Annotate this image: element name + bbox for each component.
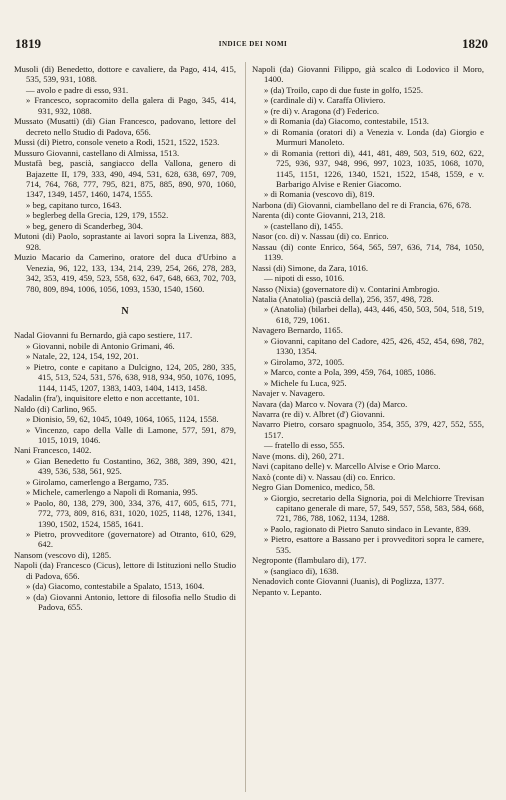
index-entry: » Giorgio, secretario della Signoria, poi di Melchiorre Trevisan capitano generale di mare, 57, 549, 557, 558, 583, 584, 668, 721, 786, 788, 1062, 1134, 1288.: [264, 492, 484, 524]
page-title: INDICE DEI NOMI: [218, 40, 288, 48]
index-entry: Muzio Macario da Camerino, oratore del duca d'Urbino a Venezia, 96, 122, 133, 134, 214, 239, 254, 266, 278, 283, 342, 353, 419, 459, 523, 558, 632, 647, 648, 663, 702, 703, 780, 809, 894, 1006, 1056, 1093, 1530, 1540, 1560.: [14, 252, 236, 294]
index-entry: » (da) Giovanni Antonio, lettore di filosofia nello Studio di Padova, 655.: [26, 591, 236, 613]
index-entry: » Marco, conte a Pola, 399, 459, 764, 1085, 1086.: [264, 367, 436, 378]
right-column: [252, 64, 484, 597]
index-entry: » Michele, camerlengo a Napoli di Romania, 995.: [26, 487, 198, 498]
index-entry: » Dionisio, 59, 62, 1045, 1049, 1064, 1065, 1124, 1558.: [26, 414, 219, 425]
index-entry: Navarra (re di) v. Albret (d') Giovanni.: [252, 408, 385, 419]
index-entry: Navi (capitano delle) v. Marcello Alvise e Orio Marco.: [252, 461, 441, 472]
index-entry: » Giovanni, nobile di Antonio Grimani, 46.: [26, 340, 175, 351]
page-header: [0, 36, 506, 54]
page-number-left: 1819: [15, 36, 41, 51]
index-entry: » (sangiaco di), 1638.: [264, 565, 339, 576]
index-entry: Mussato (Musatti) (di) Gian Francesco, padovano, lettore del decreto nello Studio di Padova, 656.: [14, 116, 236, 137]
index-entry: — nipoti di esso, 1016.: [264, 273, 345, 284]
index-entry: » Pietro, esattore a Bassano per i provveditori sopra le camere, 535.: [264, 534, 484, 555]
section-letter: N: [121, 305, 129, 317]
index-entry: » (da) Giacomo, contestabile a Spalato, 1513, 1604.: [26, 581, 205, 592]
index-entry: Mutoni (di) Paolo, soprastante ai lavori sopra la Livenza, 883, 928.: [14, 231, 236, 252]
index-entry: » beg, capitano turco, 1643.: [26, 199, 122, 210]
index-entry: » di Romania (rettori di), 441, 481, 489, 503, 519, 602, 622, 725, 936, 937, 948, 996, 997, 1023, 1035, 1068, 1070, 1145, 1151, 1226, 1340, 1521, 1522, 1548, 1559, e v. Barbarigo Alvise e Renier Giacomo.: [264, 147, 484, 189]
index-entry: Mussi (di) Pietro, console veneto a Rodi, 1521, 1522, 1523.: [14, 137, 220, 148]
index-entry: Naldo (di) Carlino, 965.: [14, 403, 97, 414]
index-entry: Nasso (Nixia) (governatore di) v. Contarini Ambrogio.: [252, 283, 440, 294]
index-entry: » Pietro, conte e capitano a Dulcigno, 124, 205, 280, 335, 415, 513, 524, 531, 576, 638, 918, 934, 950, 1076, 1095, 1144, 1145, 1207, 1383, 1403, 1404, 1413, 1458.: [26, 361, 236, 393]
index-entry: » Pietro, provveditore (governatore) ad Otranto, 610, 629, 642.: [26, 529, 236, 550]
index-entry: » Paolo, 80, 138, 279, 300, 334, 376, 417, 605, 615, 771, 772, 773, 809, 816, 831, 1020, 1025, 1148, 1276, 1341, 1390, 1502, 1524, 1585, 1641.: [26, 497, 236, 529]
index-entry: » Michele fu Luca, 925.: [264, 377, 347, 388]
index-entry: » Natale, 22, 124, 154, 192, 201.: [26, 351, 139, 362]
index-entry: » beglerbeg della Grecia, 129, 179, 1552.: [26, 210, 169, 221]
index-entry: Negro Gian Domenico, medico, 58.: [252, 482, 375, 493]
index-entry: Navara (da) Marco v. Novara (?) (da) Marco.: [252, 398, 408, 409]
index-entry: » (re di) v. Aragona (d') Federico.: [264, 105, 380, 116]
index-entry: » Gian Benedetto fu Costantino, 362, 388, 389, 390, 421, 439, 536, 538, 561, 925.: [26, 455, 236, 477]
index-entry: Napoli (da) Francesco (Cicus), lettore di Istituzioni nello Studio di Padova, 656.: [14, 560, 236, 581]
index-entry: » Paolo, ragionato di Pietro Sanuto sindaco in Levante, 839.: [264, 523, 471, 534]
index-entry: — avolo e padre di esso, 931.: [26, 84, 129, 95]
index-entry: Napoli (da) Giovanni Filippo, già scalco di Lodovico il Moro, 1400.: [252, 64, 484, 85]
column-divider: [245, 62, 246, 792]
index-entry: Negroponte (flambularo di), 177.: [252, 555, 367, 566]
index-entry: » Giovanni, capitano del Cadore, 425, 426, 452, 454, 698, 782, 1330, 1354.: [264, 335, 484, 357]
index-entry: Navagero Bernardo, 1165.: [252, 325, 343, 336]
index-entry: Natalia (Anatolia) (pascià della), 256, 357, 498, 728.: [252, 293, 434, 304]
index-entry: — fratello di esso, 555.: [264, 440, 345, 451]
index-entry: Nave (mons. di), 260, 271.: [252, 450, 345, 461]
index-entry: Narenta (di) conte Giovanni, 213, 218.: [252, 210, 386, 221]
index-entry: » di Romania (da) Giacomo, contestabile, 1513.: [264, 116, 429, 127]
index-entry: Nani Francesco, 1402.: [14, 445, 92, 456]
index-entry: Mussuro Giovanni, castellano di Almissa, 1513.: [14, 147, 180, 158]
index-entry: » Girolamo, 372, 1005.: [264, 356, 345, 367]
index-entry: Narbona (di) Giovanni, ciambellano del re di Francia, 676, 678.: [252, 199, 472, 210]
page-number-right: 1820: [462, 36, 488, 51]
index-entry: » (cardinale di) v. Caraffa Oliviero.: [264, 95, 386, 106]
left-column: [14, 64, 236, 613]
index-entry: » beg, genero di Scanderbeg, 304.: [26, 220, 143, 231]
index-entry: Naxò (conte di) v. Nassau (di) co. Enrico.: [252, 471, 396, 482]
index-entry: Nassi (di) Simone, da Zara, 1016.: [252, 262, 368, 273]
index-entry: » Francesco, sopracomito della galera di Pago, 345, 414, 931, 932, 1088.: [26, 95, 236, 116]
index-entry: Musoli (di) Benedetto, dottore e cavaliere, da Pago, 414, 415, 535, 539, 931, 1088.: [14, 64, 236, 85]
index-entry: Navajer v. Navagero.: [252, 388, 325, 399]
index-entry: » (castellano di), 1455.: [264, 220, 343, 231]
index-entry: Nepanto v. Lepanto.: [252, 586, 322, 597]
left-entries-n: [14, 330, 236, 612]
index-entry: Mustafà beg, pascià, sangiacco della Vallona, genero di Bajazette II, 179, 333, 490, 494, 531, 628, 638, 697, 709, 714, 764, 768, 777, 795, 821, 875, 885, 890, 970, 1060, 1347, 1349, 1457, 1460, 1474, 1555.: [14, 158, 236, 200]
index-entry: » (Anatolia) (bilarbei della), 443, 446, 450, 503, 504, 518, 519, 618, 729, 1061.: [264, 304, 484, 325]
index-entry: Nassau (di) conte Enrico, 564, 565, 597, 636, 714, 784, 1050, 1139.: [252, 241, 484, 263]
index-entry: » di Romania (vescovo di), 819.: [264, 189, 375, 200]
index-entry: » Vincenzo, capo della Valle di Lamone, 577, 591, 879, 1015, 1019, 1046.: [26, 424, 236, 445]
index-entry: Navarro Pietro, corsaro spagnuolo, 354, 355, 379, 427, 552, 555, 1517.: [252, 419, 484, 440]
index-entry: Nasor (co. di) v. Nassau (di) co. Enrico.: [252, 231, 389, 242]
right-entries: [252, 64, 484, 597]
index-entry: Nenadovich conte Giovanni (Juanis), di Poglizza, 1377.: [252, 576, 445, 587]
index-entry: Nadalin (fra'), inquisitore eletto e non accettante, 101.: [14, 393, 200, 404]
index-entry: » Girolamo, camerlengo a Bergamo, 735.: [26, 476, 169, 487]
index-entry: Nansom (vescovo di), 1285.: [14, 549, 112, 560]
index-entry: Nadal Giovanni fu Bernardo, già capo sestiere, 117.: [14, 330, 193, 341]
left-entries-m: [14, 64, 236, 294]
index-entry: » (da) Troilo, capo di due fuste in golfo, 1525.: [264, 84, 423, 95]
index-entry: » di Romania (oratori di) a Venezia v. Londa (da) Giorgio e Murmuri Manoleto.: [264, 126, 484, 148]
